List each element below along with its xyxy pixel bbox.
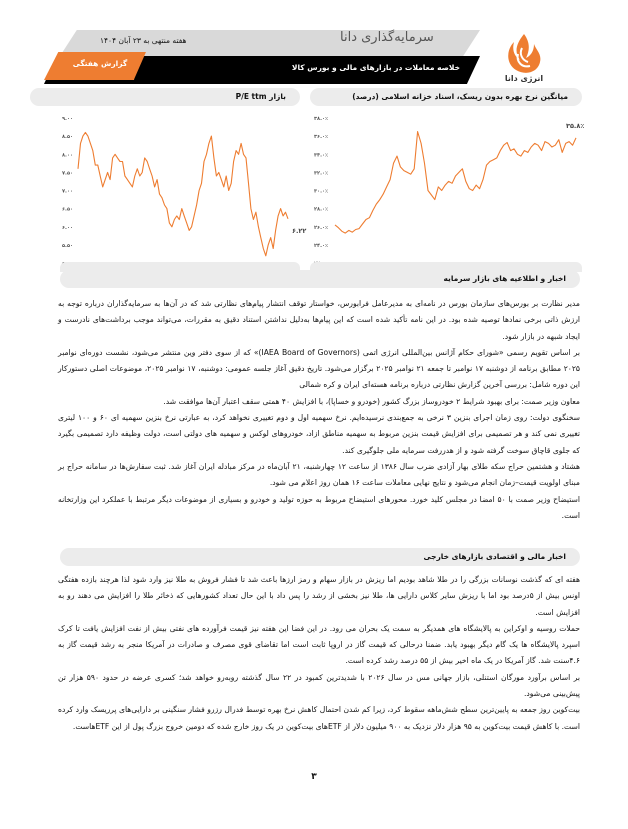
y-tick-label: ۷.۵۰	[62, 170, 74, 177]
news-paragraph: معاون وزیر صمت: برای بهبود شرایط ۲ خودروساز بزرگ کشور (خودرو و خساپا)، با افزایش ۴۰ همتی سقف اعتبار آن‌ها موافقت شد.	[163, 396, 580, 406]
news-paragraph: هشتاد و هشتمین حراج سکه طلای بهار آزادی ضرب سال ۱۳۸۶ از ساعت ۱۲ چهارشنبه، ۲۱ آبان‌ماه در مرکز مبادله ایران آغاز شد. ثبت سفارش‌ها در سامانه حراج بر مبنای اولویت قیمت–زمان انجام می‌شود و نتایج نهایی معاملات ساعت ۱۶ همان روز اعلام می شود.	[58, 461, 581, 488]
rate-chart-title: میانگین نرخ بهره بدون ریسک، اسناد خزانه اسلامی (درصد)	[310, 88, 582, 106]
report-type-label: گزارش هفتگی	[72, 59, 128, 68]
report-title: خلاصه معاملات در بازارهای مالی و بورس کالا	[291, 63, 460, 72]
news-paragraph: سخنگوی دولت: روی زمان اجرای بنزین ۳ نرخی به جمع‌بندی نرسیده‌ایم. نرخ سهمیه اول و دوم تغییری نخواهد کرد، به عبارتی نرخ بنزین سهمیه ای ۶۰ و ۱۰۰ لیتری تغییری نمی کند و هر تصمیمی برای افزایش قیمت بنزین مربوط به سهمیه مناطق ازاد، خودروهای لوکس و سهمیه های دولتی است، دولت وظیفه دارد تصمیمی بگیرد که جلوی قاچاق سوخت گرفته شود و از هدررفت سرمایه ملی جلوگیری کند.	[58, 413, 580, 455]
y-tick-label: ۸.۰۰	[62, 152, 74, 159]
news-paragraph: بیت‌کوین روز جمعه به پایین‌ترین سطح شش‌ماهه سقوط کرد، زیرا کم شدن احتمال کاهش نرخ بهره توسط فدرال رزرو فشار سنگینی بر دارایی‌های پرریسک وارد کرده است. با کاهش قیمت بیت‌کوین به ۹۵ هزار دلار نزدیک به ۹۰۰ میلیون دلار از ETFهای بیت‌کوین در یک روز خارج شده که دومین خروج بزرگ پول از این ETFهاست.	[58, 705, 580, 731]
section-heading-foreign-markets: اخبار مالی و اقتصادی بازارهای خارجی	[60, 548, 580, 566]
section-foreign-markets-body	[58, 572, 580, 735]
end-value-label: ۳۵.۸٪	[566, 121, 585, 130]
y-tick-label: ۹.۰۰	[62, 116, 74, 122]
y-tick-label: ۳۰.۰٪	[314, 188, 329, 195]
news-paragraph: بر اساس برآورد مورگان استنلی، بازار جهانی مس در سال ۲۰۲۶ با شدیدترین کمبود در ۲۲ سال گذشته روبه‌رو خواهد شد؛ کسری عرضه در حدود ۵۹۰ هزار تن پیش‌بینی می‌شود.	[58, 672, 580, 699]
pe-chart-title: بازار P/E ttm	[30, 88, 300, 106]
y-tick-label: ۳۶.۰٪	[314, 134, 329, 141]
page-number: ۳	[311, 772, 317, 782]
news-paragraph: هفته ای که گذشت نوسانات بزرگی را در طلا شاهد بودیم اما ریزش در بازار سهام و رمز ارزها باعث شد تا فشار فروش به طلا نیز وارد شود لذا هرچند بازده هفتگی اونس بیش از ۵درصد بود اما با ریزش سایر کلاس دارایی ها، طلا نیز بخشی از رشد را پس داد با این حال تعداد کشورهایی که ذخائر طلا را افزایش می دهند رو به افزایش است.	[58, 575, 580, 617]
section-heading-capital-market: اخبار و اطلاعیه های بازار سرمایه	[60, 270, 580, 288]
y-tick-label: ۳۸.۰٪	[314, 116, 329, 122]
news-paragraph: مدیر نظارت بر بورس‌های سازمان بورس در نامه‌ای به مدیرعامل فرابورس، خواستار توقف انتشار پیام‌های نظارتی شد که در آن‌ها به سرمایه‌گذاران درباره توجه به ارزش ذاتی برخی نمادها توصیه شده بود. در این نامه تأکید شده است که این پیام‌ها به‌دلیل نداشتن استناد دقیق به مقررات، می‌تواند موجب برداشت‌های نادرست و ایجاد شبهه در بازار شود.	[58, 299, 580, 341]
y-tick-label: ۷.۰۰	[62, 188, 74, 195]
rate-chart	[300, 108, 590, 268]
news-paragraph: حملات روسیه و اوکراین به پالایشگاه های همدیگر به سمت یک بحران می رود. در این فضا این هفته نیز قیمت فرآورده های نفتی بیش از نفت افزایش یافت تا کرک اسپرد پالایشگاه ها یک گام دیگر بهبود یابد. ضمنا درحالی که قیمت گاز در اروپا ثابت است اما تقاضای قوی مصرف و صادرات در آمریکا منجر به رشد قیمت گاز به ۴.۶سنت شد. گاز آمریکا در یک ماه اخیر بیش از ۵۵ درصد رشد کرده است.	[58, 623, 580, 666]
y-tick-label: ۶.۵۰	[62, 206, 74, 213]
logo-text: انرژی دانا	[504, 74, 544, 83]
news-paragraph: استیضاح وزیر صمت با ۵۰ امضا در مجلس کلید خورد. محورهای استیضاح مربوط به حوزه تولید و خودرو و بسیاری از موضوعات دیگر مرتبط با عملکرد این وزارتخانه است.	[58, 494, 580, 520]
y-tick-label: ۶.۰۰	[62, 224, 74, 231]
y-tick-label: ۸.۵۰	[62, 134, 74, 141]
report-date: هفته منتهی به ۲۳ آبان ۱۴۰۴	[100, 36, 187, 45]
end-value-label: ۶.۲۲	[292, 226, 307, 235]
y-tick-label: ۳۲.۰٪	[314, 170, 329, 177]
series-line	[78, 133, 288, 256]
y-tick-label: ۳۴.۰٪	[314, 152, 329, 159]
series-line	[335, 132, 576, 234]
pe-chart	[30, 108, 307, 268]
y-tick-label: ۲۸.۰٪	[314, 206, 329, 213]
y-tick-label: ۲۴.۰٪	[314, 242, 329, 249]
news-paragraph: بر اساس تقویم رسمی «شورای حکام آژانس بین‌المللی انرژی اتمی (IAEA Board of Governors)» که از سوی دفتر وین منتشر می‌شود، نشست دوره‌ای نوامبر ۲۰۲۵ مطابق برنامه از دوشنبه ۱۷ نوامبر تا جمعه ۲۱ نوامبر ۲۰۲۵ برگزار می‌شود. تاریخ دقیق آغاز جلسه عمومی: دوشنبه، ۱۷ نوامبر ۲۰۲۵، موضوعات اصلی دستورکار این دوره شامل: بررسی آخرین گزارش نظارتی درباره برنامه هسته‌ای ایران و کره شمالی	[58, 347, 581, 390]
brand-name: سرمایه‌گذاری دانا	[340, 30, 434, 45]
y-tick-label: ۲۶.۰٪	[314, 224, 329, 231]
y-tick-label: ۵.۵۰	[62, 242, 74, 249]
section-capital-market-body	[58, 296, 580, 524]
